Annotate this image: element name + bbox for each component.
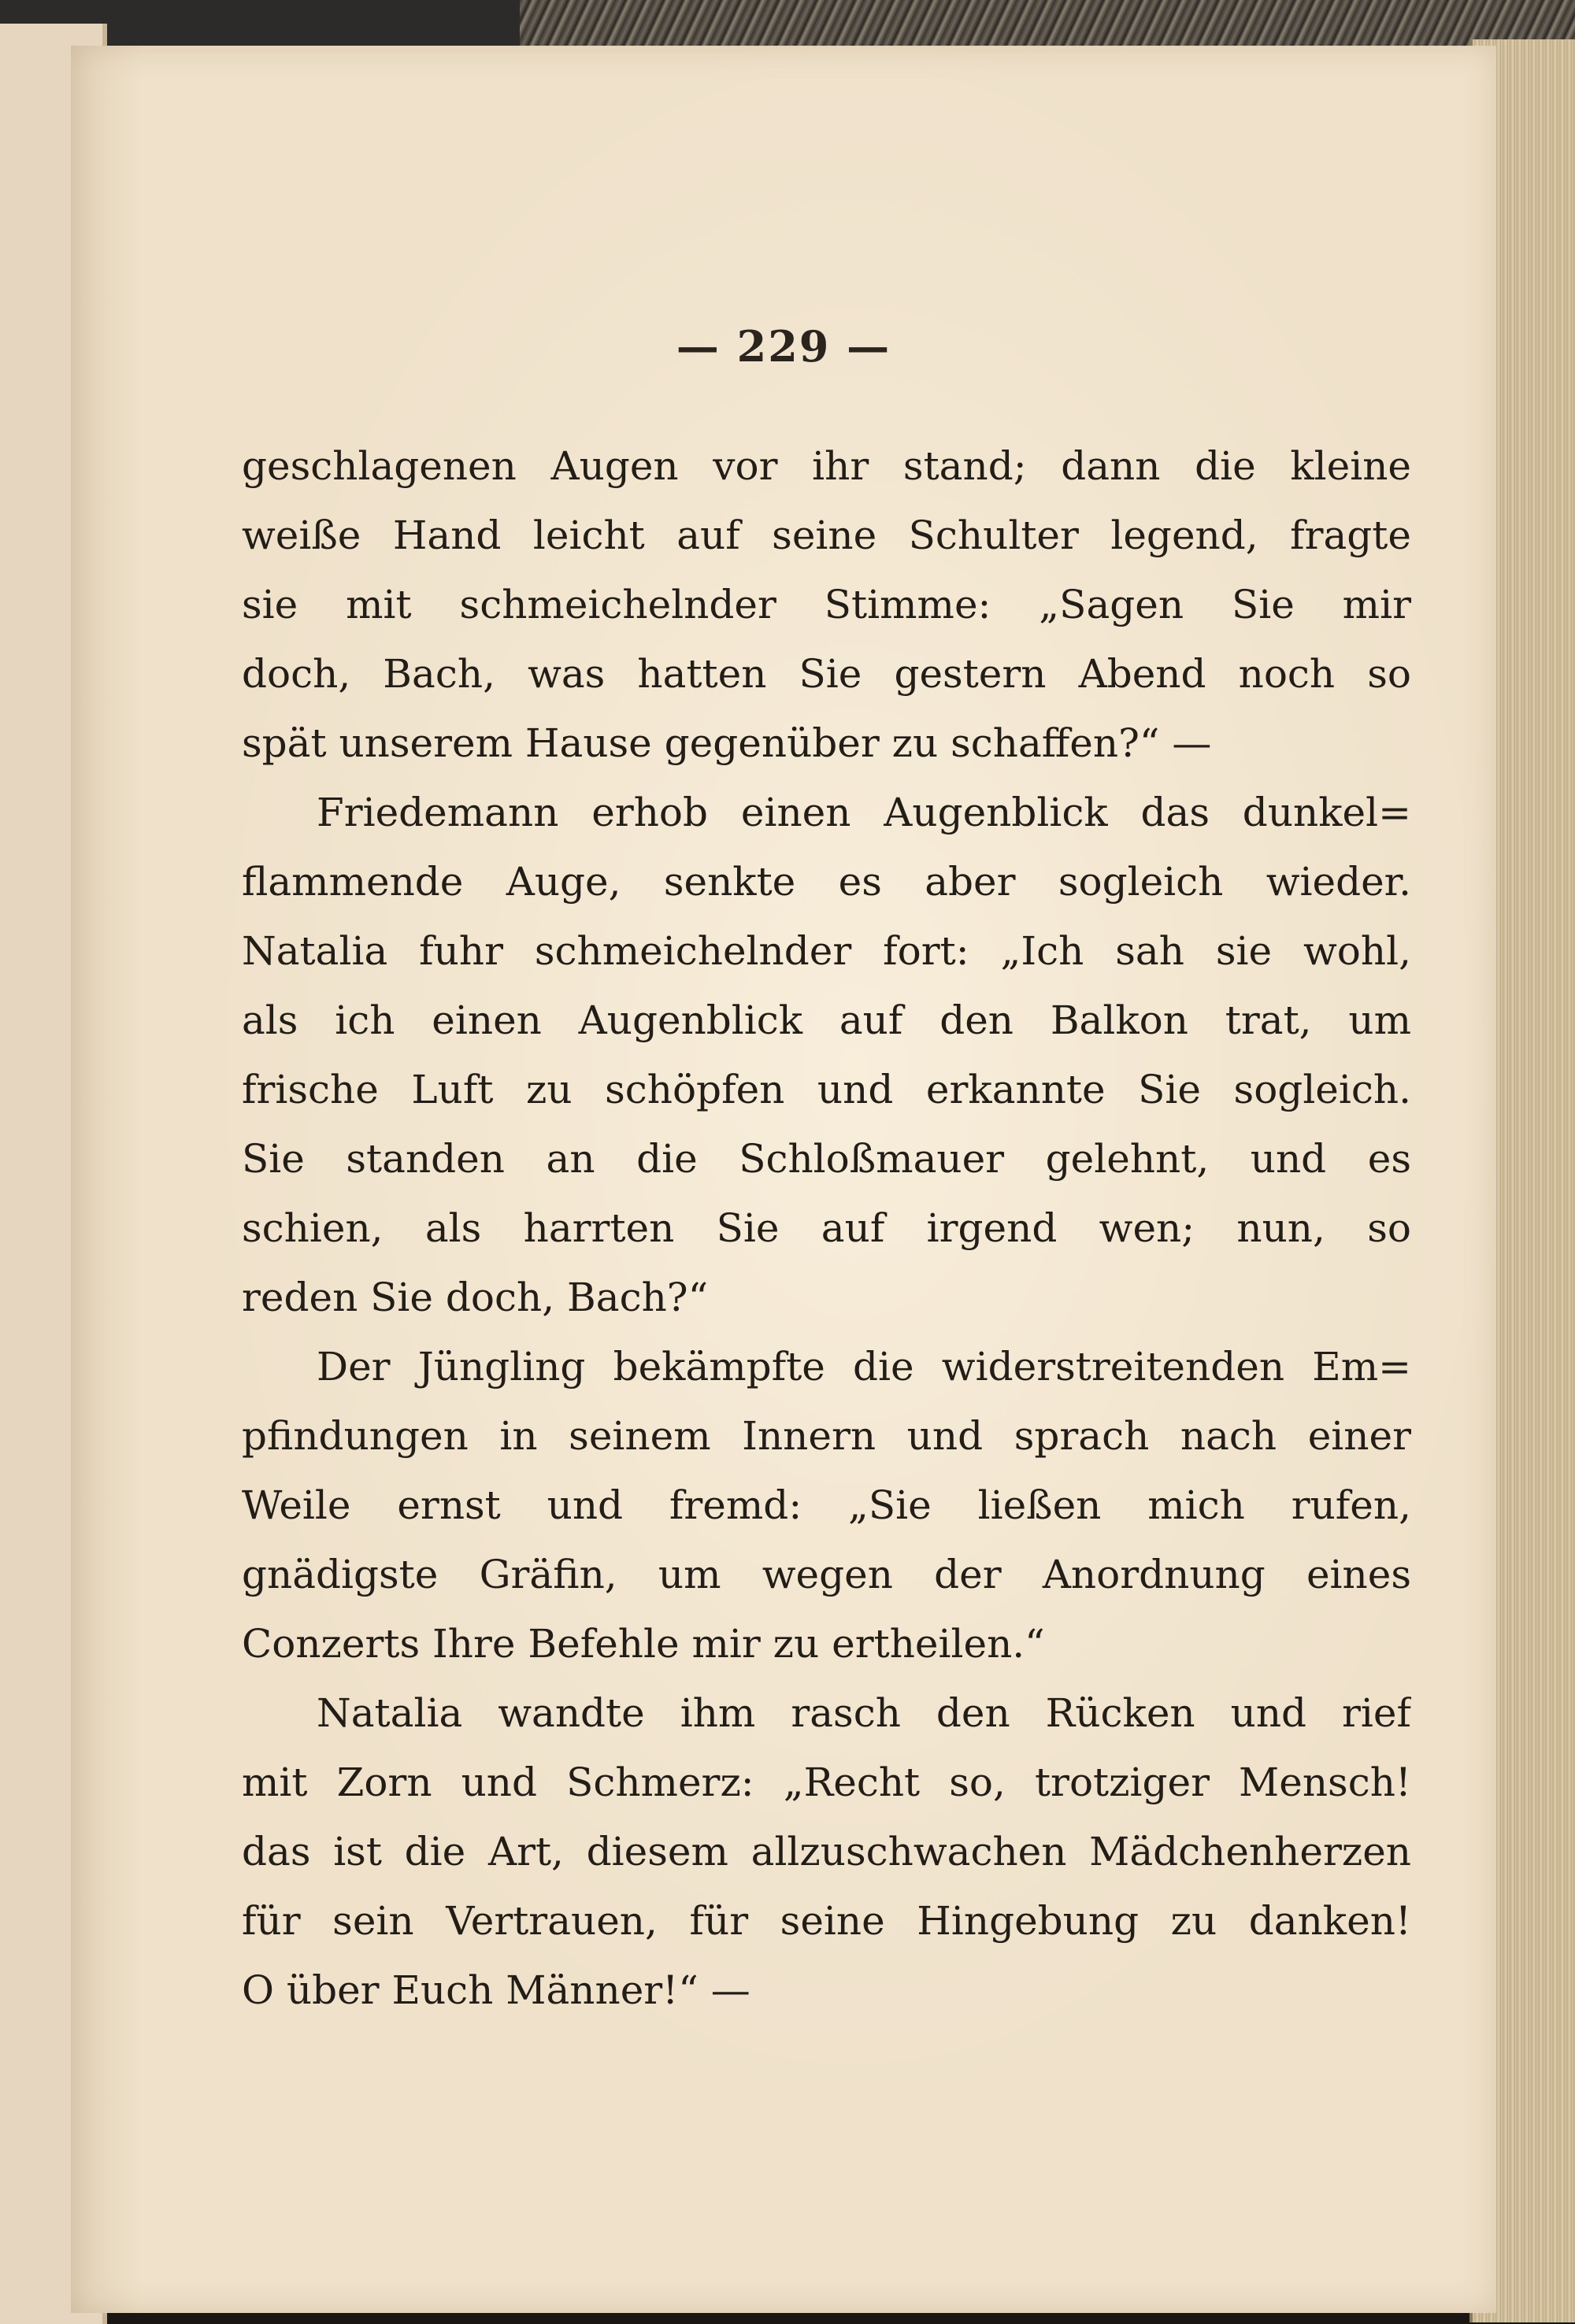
book-page — [71, 46, 1496, 2313]
text-line: mit Zorn und Schmerz: „Recht so, trotziger Mensch! — [242, 1760, 1411, 1805]
text-line: doch, Bach, was hatten Sie gestern Abend noch so — [242, 651, 1411, 697]
text-line: Conzerts Ihre Befehle mir zu ertheilen.“ — [242, 1621, 1045, 1667]
body-text — [242, 431, 1411, 2025]
text-line: pfindungen in seinem Innern und sprach nach einer — [242, 1413, 1411, 1459]
text-line: reden Sie doch, Bach?“ — [242, 1275, 709, 1320]
text-line: für sein Vertrauen, für seine Hingebung zu danken! — [242, 1898, 1411, 1944]
text-line: flammende Auge, senkte es aber sogleich wieder. — [242, 859, 1411, 905]
text-line: Natalia wandte ihm rasch den Rücken und rief — [317, 1690, 1411, 1736]
text-line: frische Luft zu schöpfen und erkannte Sie sogleich. — [242, 1067, 1411, 1112]
text-line: sie mit schmeichelnder Stimme: „Sagen Sie mir — [242, 582, 1411, 627]
text-line: Sie standen an die Schloßmauer gelehnt, und es — [242, 1136, 1411, 1182]
text-line: schien, als harrten Sie auf irgend wen; nun, so — [242, 1205, 1411, 1251]
text-line: Weile ernst und fremd: „Sie ließen mich rufen, — [242, 1482, 1411, 1528]
text-line: das ist die Art, diesem allzuschwachen Mädchenherzen — [242, 1829, 1411, 1874]
text-line: Friedemann erhob einen Augenblick das dunkel= — [317, 790, 1411, 835]
text-line: geschlagenen Augen vor ihr stand; dann die kleine — [242, 443, 1411, 489]
text-line: O über Euch Männer!“ — — [242, 1967, 750, 2013]
text-line: spät unserem Hause gegenüber zu schaffen?“ — — [242, 720, 1212, 766]
page-number: — 229 — — [676, 321, 891, 372]
text-line: als ich einen Augenblick auf den Balkon trat, um — [242, 997, 1411, 1043]
text-line: gnädigste Gräfin, um wegen der Anordnung eines — [242, 1552, 1411, 1597]
text-line: weiße Hand leicht auf seine Schulter legend, fragte — [242, 513, 1411, 558]
text-line: Natalia fuhr schmeichelnder fort: „Ich sah sie wohl, — [242, 928, 1411, 974]
text-line: Der Jüngling bekämpfte die widerstreitenden Em= — [317, 1344, 1411, 1390]
marbled-cover-edge — [520, 0, 1575, 49]
